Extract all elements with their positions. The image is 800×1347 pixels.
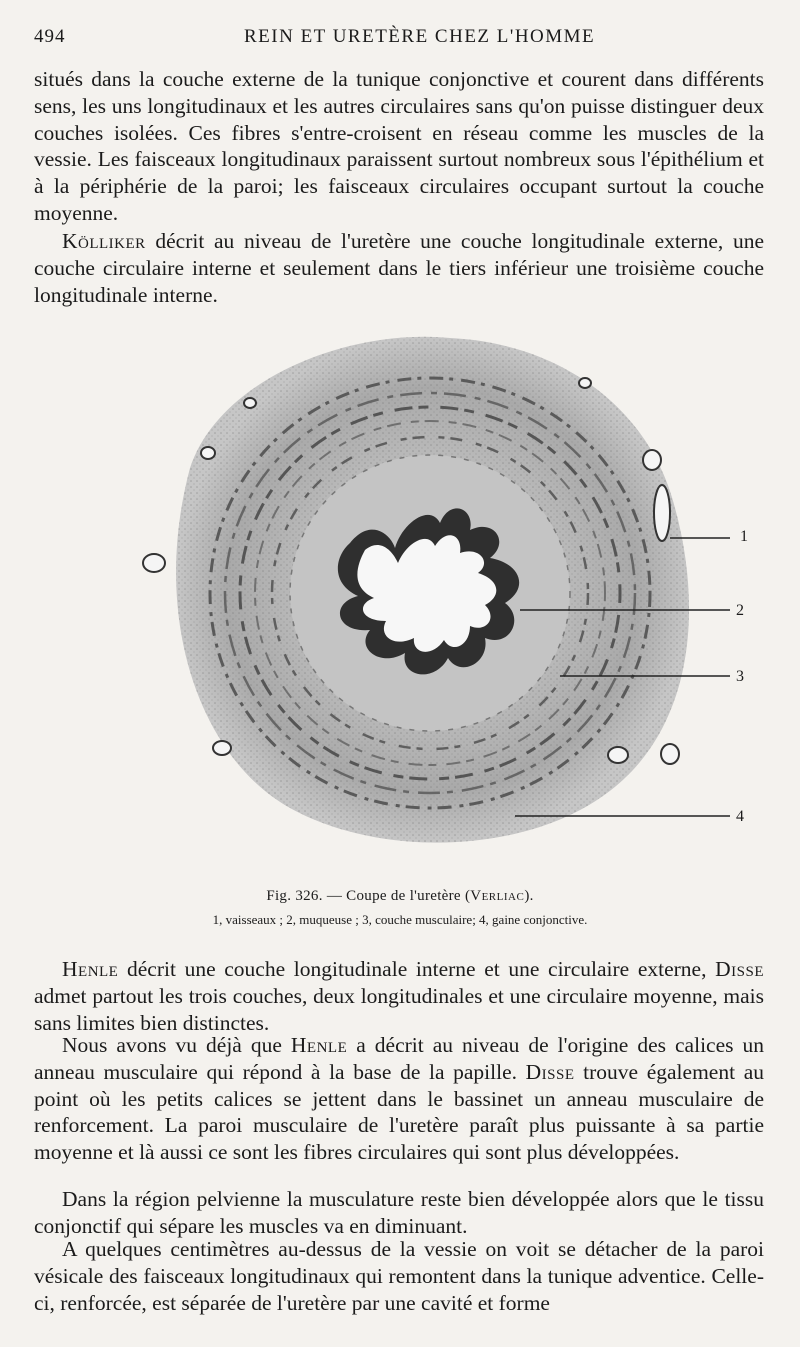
author-henle: Henle: [62, 957, 119, 981]
author-kolliker: Kölliker: [62, 229, 146, 253]
paragraph-5: Dans la région pelvienne la musculature reste bien développée alors que le tissu conjonctif qui sépare les muscles va en diminuant.: [34, 1187, 764, 1238]
running-title: REIN ET URETÈRE CHEZ L'HOMME: [244, 26, 596, 47]
figure-label-3: 3: [736, 668, 744, 685]
figure-label-2: 2: [736, 602, 744, 619]
figure-label-1: 1: [740, 528, 748, 545]
ureter-cross-section-figure: [130, 318, 730, 878]
paragraph-2: [34, 228, 764, 308]
author-henle: Henle: [290, 1033, 348, 1057]
paragraph-1-text: situés dans la couche externe de la tunique conjonctive et courent dans différents sens, les uns longitudinaux et les autres circulaires sans qu'on puisse distinguer deux couches isolées. Ces fibres s'entre-croisent en réseau comme les muscles de la vessie. Les faisceaux longitudinaux paraissent surtout nombreux sous l'épithélium et à la périphérie de la paroi; les faisceaux circulaires occupant surtout la couche moyenne.: [34, 67, 764, 225]
caption-author: Verliac: [470, 888, 525, 904]
page-header: [34, 26, 770, 50]
paragraph-3: Henle décrit une couche longitudinale interne et une circulaire externe, Disse admet partout les trois couches, deux longitudinales et une circulaire moyenne, mais sans limites bien distinctes.: [34, 957, 764, 1035]
paragraph-2-text: décrit au niveau de l'uretère une couche longitudinale externe, une couche circulaire interne et seulement dans le tiers inférieur une troisième couche longitudinale interne.: [34, 229, 764, 307]
paragraph-4: Nous avons vu déjà que Henle a décrit au niveau de l'origine des calices un anneau musculaire qui répond à la base de la papille. Disse trouve également au point où les petits calices se jettent dans le bassinet un anneau musculaire de renforcement. La paroi musculaire de l'uretère paraît plus puissante à sa partie moyenne et là aussi ce sont les fibres circulaires qui sont plus développées.: [34, 1033, 764, 1165]
page-number: 494: [34, 26, 66, 47]
paragraph-1: [34, 66, 764, 227]
author-disse: Disse: [715, 957, 764, 981]
author-disse: Disse: [525, 1059, 575, 1084]
figure-caption: Fig. 326. — Coupe de l'uretère (Verliac).: [266, 888, 534, 904]
paragraph-6: A quelques centimètres au-dessus de la vessie on voit se détacher de la paroi vésicale des faisceaux longitudinaux qui remontent dans la tunique adventice. Celle-ci, renforcée, est séparée de l'uretère par une cavité et forme: [34, 1237, 764, 1315]
figure-label-4: 4: [736, 808, 744, 825]
figure-legend: 1, vaisseaux ; 2, muqueuse ; 3, couche musculaire; 4, gaine conjonctive.: [212, 912, 588, 927]
